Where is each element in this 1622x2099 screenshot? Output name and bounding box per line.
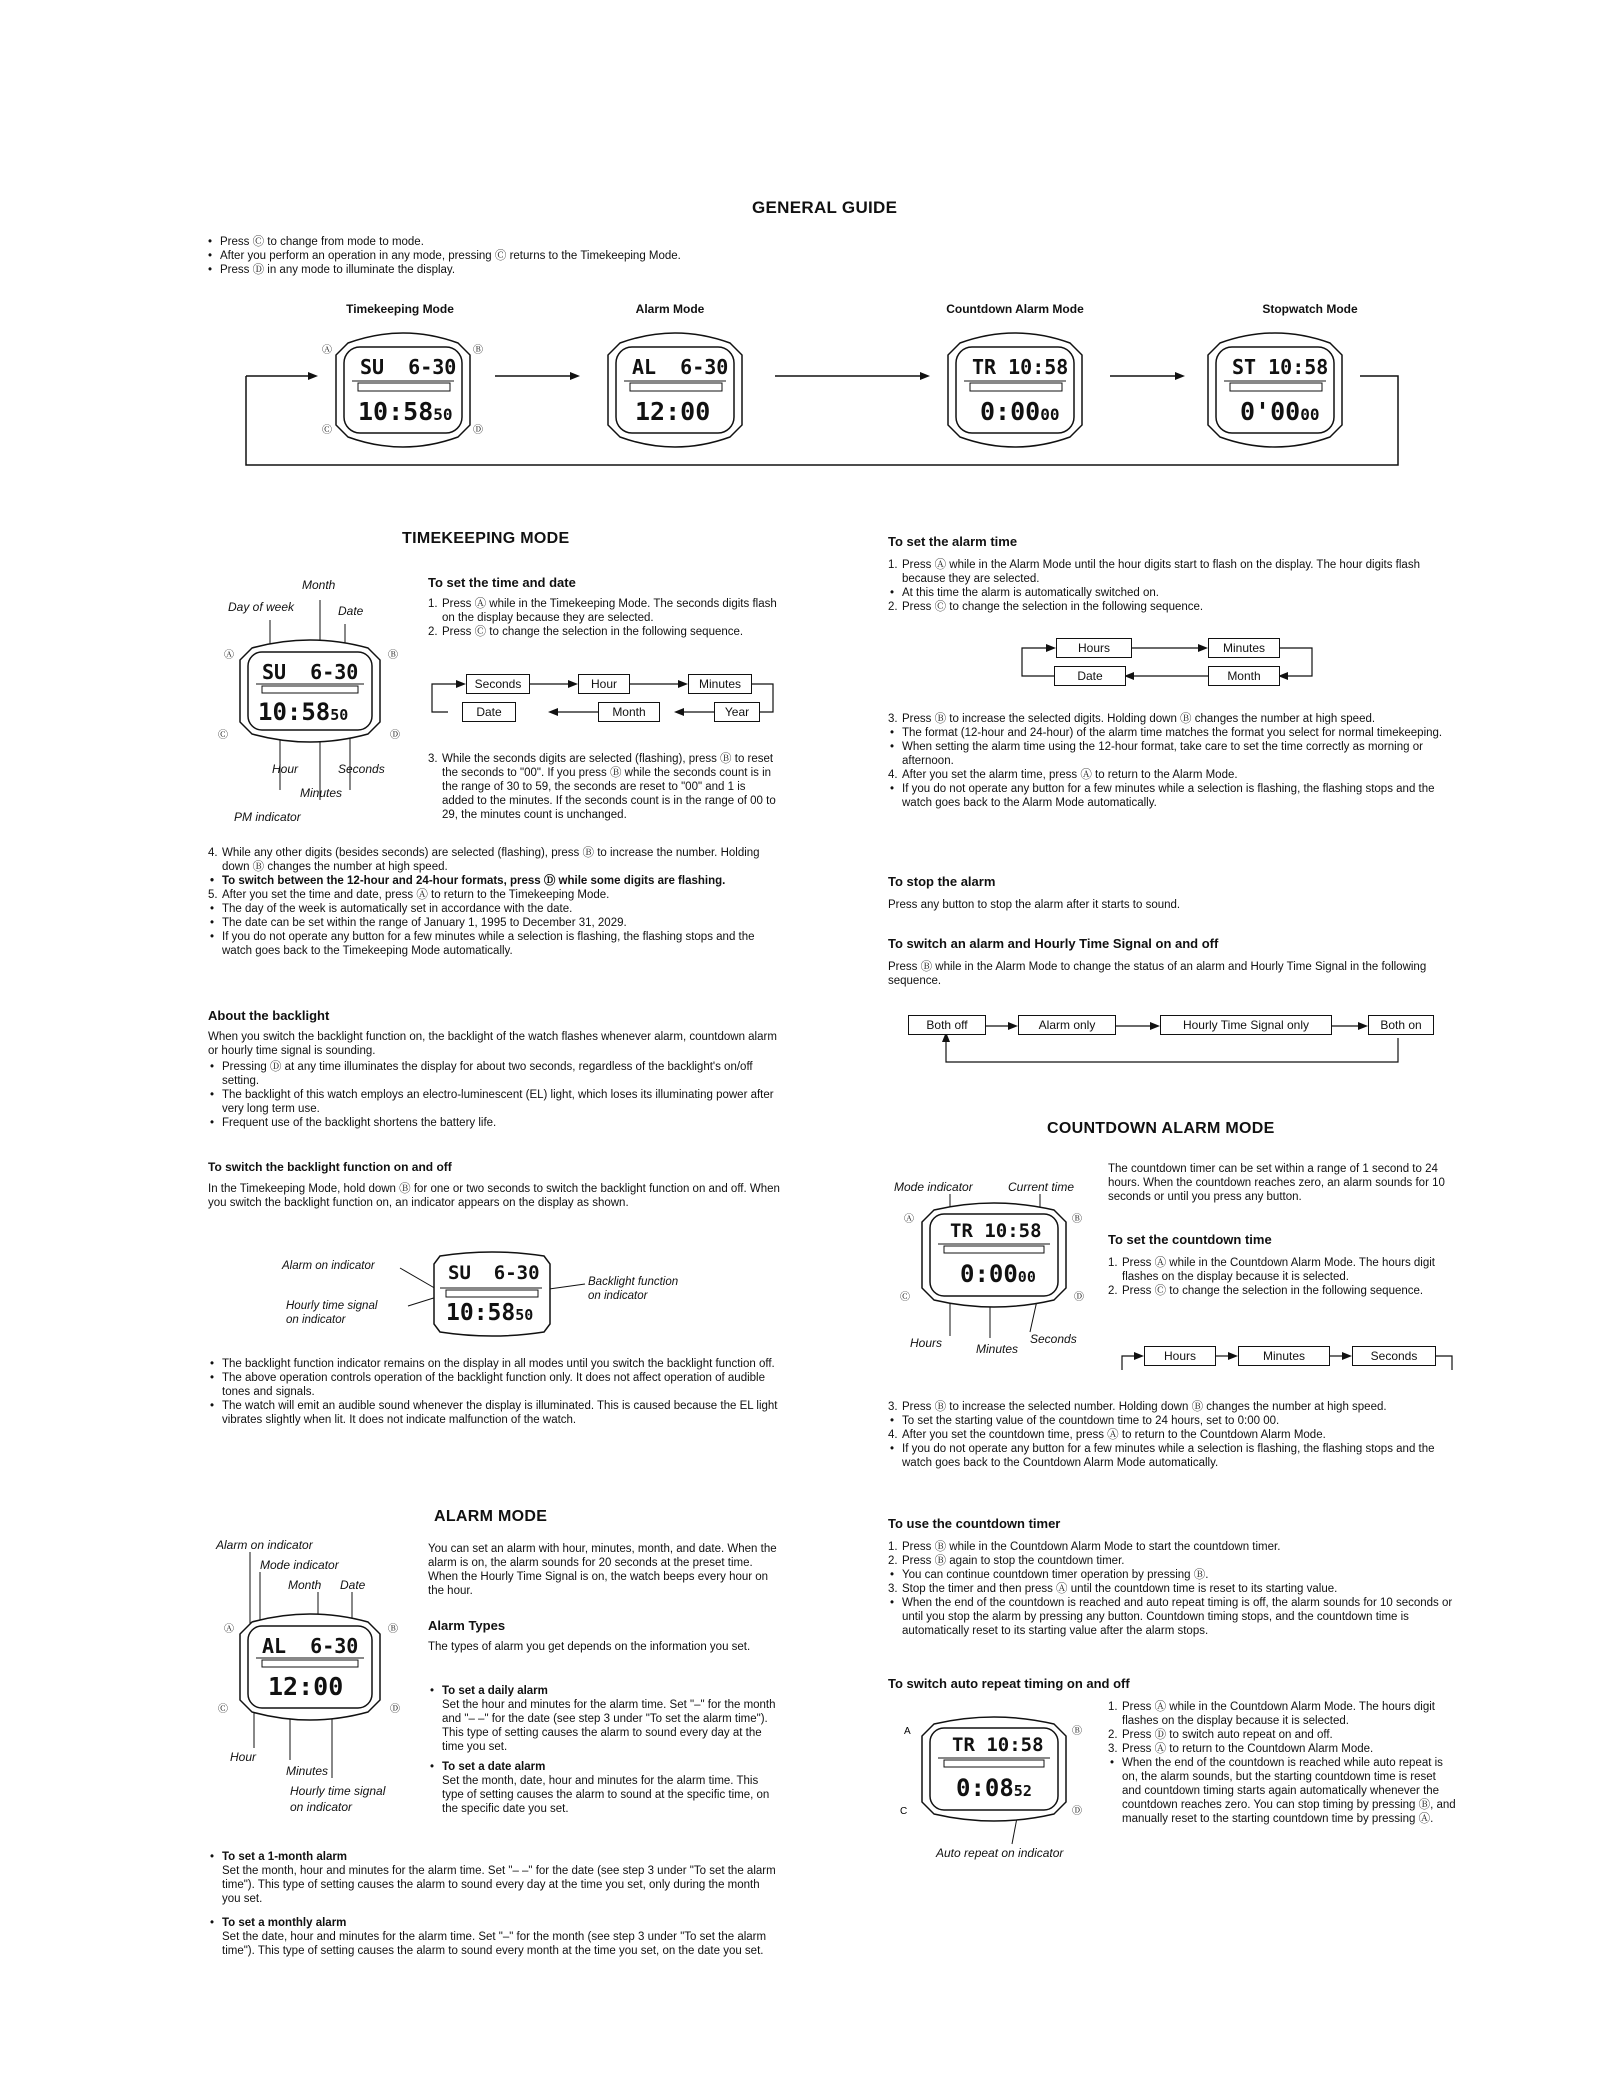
step: 3. Stop the timer and then press Ⓐ until the countdown time is reset to its starting value. [888, 1583, 1338, 1595]
label-date: Date [338, 604, 364, 618]
alarm-diagram [210, 1538, 420, 1818]
label-hours: Hours [910, 1336, 943, 1350]
label-minutes: Minutes [300, 786, 343, 800]
lcd-bottom: 0'0000 [1240, 397, 1320, 426]
lcd-bottom: 10:5850 [258, 698, 349, 726]
bold-bullet: • To switch between the 12-hour and 24-hour formats, press Ⓓ while some digits are flashing. [208, 874, 780, 888]
label-bl-on: Backlight function [588, 1276, 679, 1288]
general-bullet: • Press Ⓓ in any mode to illuminate the display. [206, 263, 1106, 277]
flow-year: Year [714, 702, 760, 722]
svg-text:Ⓐ: Ⓐ [224, 650, 234, 661]
label-seconds: Seconds [1030, 1332, 1077, 1346]
svg-text:Ⓑ: Ⓑ [1072, 1726, 1082, 1737]
label-hourly-2: on indicator [286, 1314, 346, 1326]
auto-repeat-title: To switch auto repeat timing on and off [888, 1676, 1130, 1691]
label-hourly: Hourly time signal [290, 1784, 386, 1798]
watch-timekeeping [318, 325, 488, 455]
svg-text:C: C [900, 1806, 908, 1817]
label-mode-indicator: Mode indicator [260, 1558, 339, 1572]
flow-hourly-only: Hourly Time Signal only [1160, 1015, 1332, 1035]
countdown-intro: The countdown timer can be set within a range of 1 second to 24 hours. When the countdown reaches zero, an alarm sounds for 10 seconds or until you press any button. [1108, 1163, 1445, 1203]
bullet: • The watch will emit an audible sound whenever the display is illuminated. This is caused because the EL light vibrates slightly when lit. It does not indicate malfunction of the watch. [208, 1399, 780, 1427]
step: 1. Press Ⓐ while in the Countdown Alarm Mode. The hours digit flashes on the display because it is selected. [1108, 1257, 1435, 1283]
flow-hours: Hours [1056, 638, 1132, 658]
lcd-top: SU 6-30 [262, 660, 359, 684]
step: 2. Press Ⓒ to change the selection in the following sequence. [428, 626, 744, 638]
bullet: • The backlight of this watch employs an electro-luminescent (EL) light, which loses its illuminating power after very long term use. [208, 1088, 780, 1116]
bullet: • When the end of the countdown is reached and auto repeat timing is off, the alarm sounds for 10 seconds or until you stop the alarm by pressing any button. Countdown timing stops, and the countdown time is automatically reset to its starting value after the alarm stops. [888, 1596, 1460, 1638]
flow-minutes: Minutes [1208, 638, 1280, 658]
backlight-title: About the backlight [208, 1008, 330, 1023]
flow-minutes: Minutes [688, 674, 752, 694]
flow-minutes: Minutes [1238, 1346, 1330, 1366]
mode-label-countdown: Countdown Alarm Mode [946, 302, 1084, 316]
svg-text:Ⓓ: Ⓓ [390, 1704, 400, 1715]
label-bl-on-2: on indicator [588, 1290, 648, 1302]
set-time-title: To set the time and date [428, 575, 576, 590]
lcd-bottom: 10:5850 [358, 397, 453, 426]
switch-alarm-title: To switch an alarm and Hourly Time Signal on and off [888, 936, 1219, 951]
monthly-alarm: • To set a monthly alarm Set the date, hour and minutes for the alarm time. Set "–" for the month (see step 3 under "To set the alarm time"). This type of setting causes the alarm to sound every month at the time you set, on the date you set. [208, 1916, 780, 1958]
bullet: • To set the starting value of the countdown time to 24 hours, set to 0:00 00. [888, 1414, 1460, 1428]
svg-text:Ⓐ: Ⓐ [224, 1624, 234, 1635]
lcd-top: TR 10:58 [972, 355, 1069, 379]
label-day-of-week: Day of week [228, 600, 295, 614]
step: 3. Press Ⓐ to return to the Countdown Alarm Mode. [1108, 1743, 1374, 1755]
bullet: • If you do not operate any button for a few minutes while a selection is flashing, the flashing stops and the watch goes back to the Alarm Mode automatically. [888, 782, 1460, 810]
time-flow [428, 672, 778, 732]
general-bullet: • Press Ⓒ to change from mode to mode. [206, 235, 1106, 249]
alarm-set-flow [1018, 636, 1318, 696]
svg-text:Ⓐ: Ⓐ [904, 1214, 914, 1225]
backlight-notes [208, 1357, 780, 1427]
step: 3. Press Ⓑ to increase the selected digits. Holding down Ⓑ changes the number at high speed. [888, 713, 1376, 725]
bullet: • If you do not operate any button for a few minutes while a selection is flashing, the flashing stops and the watch goes back to the Countdown Alarm Mode automatically. [888, 1442, 1460, 1470]
label-hourly-2: on indicator [290, 1800, 353, 1814]
alarm-intro: You can set an alarm with hour, minutes, month, and date. When the alarm is on, the alarm sounds for 20 seconds at the preset time. When the Hourly Time Signal is on, the watch beeps every hour on the hour. [428, 1543, 777, 1597]
set-alarm-steps [888, 558, 1460, 614]
lcd-top: AL 6-30 [262, 1634, 359, 1658]
general-guide-title: GENERAL GUIDE [752, 198, 898, 217]
one-month-alarm: • To set a 1-month alarm Set the month, hour and minutes for the alarm time. Set "– –" for the date (see step 3 under "To set the alarm time"). This type of setting causes the alarm to sound every day at the time you set, only during the month you set. [208, 1850, 780, 1906]
label-minutes: Minutes [286, 1764, 329, 1778]
svg-text:Ⓑ: Ⓑ [388, 650, 398, 661]
step: 1. Press Ⓑ while in the Countdown Alarm Mode to start the countdown timer. [888, 1541, 1281, 1553]
flow-alarm-only: Alarm only [1018, 1015, 1116, 1035]
watch-case [318, 325, 488, 455]
lcd-bottom: 0:0000 [960, 1260, 1036, 1288]
flow-hour: Hour [578, 674, 630, 694]
label-date: Date [340, 1578, 366, 1592]
set-time-steps [428, 597, 778, 639]
bullet: • When the end of the countdown is reached while auto repeat is on, the alarm sounds, but the starting countdown time is reset and countdown timing starts again automatically whenever the countdown reaches zero. You can stop timing by pressing Ⓑ, and manually reset to the starting countdown time by pressing Ⓐ. [1108, 1756, 1458, 1826]
label-alarm-on: Alarm on indicator [282, 1260, 375, 1272]
svg-text:Ⓓ: Ⓓ [1074, 1292, 1084, 1303]
step: 5. After you set the time and date, press Ⓐ to return to the Timekeeping Mode. [208, 889, 610, 901]
mode-label-timekeeping: Timekeeping Mode [346, 302, 454, 316]
svg-text:Ⓓ: Ⓓ [390, 730, 400, 741]
svg-text:Ⓐ: Ⓐ [322, 345, 332, 356]
svg-text:Ⓑ: Ⓑ [1072, 1214, 1082, 1225]
label-hourly: Hourly time signal [286, 1300, 378, 1312]
backlight-bullets [208, 1060, 780, 1130]
alarm-types-list [428, 1684, 780, 1816]
lcd-top: SU 6-30 [360, 355, 457, 379]
use-countdown-title: To use the countdown timer [888, 1516, 1061, 1531]
alarm-types-list-2 [208, 1850, 780, 1958]
stop-alarm-text: Press any button to stop the alarm after it starts to sound. [888, 899, 1181, 911]
watch-alarm [590, 325, 760, 455]
svg-text:Ⓑ: Ⓑ [388, 1624, 398, 1635]
mode-label-alarm: Alarm Mode [635, 302, 705, 316]
lcd-top: TR 10:58 [950, 1220, 1042, 1242]
step: 2. Press Ⓓ to switch auto repeat on and off. [1108, 1729, 1333, 1741]
lcd-bottom: 0:0852 [956, 1774, 1032, 1802]
step: 3. While the seconds digits are selected (flashing), press Ⓑ to reset the seconds to "00". If you press Ⓑ while the seconds count is in the range of 30 to 59, the seconds are reset to "00" and 1 is added to the minutes. If the seconds count is in the range of 00 to 29, the minutes count is unchanged. [428, 753, 776, 821]
general-bullet: • After you perform an operation in any mode, pressing Ⓒ returns to the Timekeeping Mode. [206, 249, 1106, 263]
label-seconds: Seconds [338, 762, 385, 776]
flow-hours: Hours [1144, 1346, 1216, 1366]
bullet: • If you do not operate any button for a few minutes while a selection is flashing, the flashing stops and the watch goes back to the Timekeeping Mode automatically. [208, 930, 780, 958]
step: 2. Press Ⓒ to change the selection in the following sequence. [888, 601, 1204, 613]
step: 4. After you set the alarm time, press Ⓐ to return to the Alarm Mode. [888, 769, 1238, 781]
auto-repeat-diagram [900, 1702, 1100, 1872]
lcd-top: ST 10:58 [1232, 355, 1329, 379]
alarm-types-text: The types of alarm you get depends on the information you set. [428, 1641, 751, 1653]
countdown-diagram [890, 1176, 1100, 1356]
switch-alarm-text: Press Ⓑ while in the Alarm Mode to change the status of an alarm and Hourly Time Signal in the following sequence. [888, 961, 1427, 987]
step: 2. Press Ⓒ to change the selection in the following sequence. [1108, 1285, 1424, 1297]
watch-stopwatch [1190, 325, 1360, 455]
set-alarm-steps-2 [888, 712, 1460, 810]
date-alarm: • To set a date alarm Set the month, date, hour and minutes for the alarm time. This type of setting causes the alarm to sound at the specific time, on the specific date you set. [428, 1760, 780, 1816]
timekeeping-continued [208, 846, 780, 958]
svg-text:Ⓒ: Ⓒ [900, 1292, 910, 1303]
bullet: • At this time the alarm is automatically switched on. [888, 586, 1460, 600]
label-hour: Hour [272, 762, 299, 776]
alarm-title: ALARM MODE [434, 1508, 548, 1525]
set-countdown-title: To set the countdown time [1108, 1232, 1272, 1247]
switch-backlight-title: To switch the backlight function on and off [208, 1160, 452, 1174]
bullet: • The backlight function indicator remains on the display in all modes until you switch the backlight function off. [208, 1357, 780, 1371]
backlight-text: When you switch the backlight function on, the backlight of the watch flashes whenever alarm, countdown alarm or hourly time signal is sounding. [208, 1031, 777, 1057]
auto-repeat-steps [1108, 1700, 1458, 1826]
lcd-top: AL 6-30 [632, 355, 729, 379]
svg-text:Ⓑ: Ⓑ [473, 345, 483, 356]
bullet: • The day of the week is automatically set in accordance with the date. [208, 902, 780, 916]
flow-month: Month [1208, 666, 1280, 686]
watch-countdown [930, 325, 1100, 455]
bullet: • You can continue countdown timer operation by pressing Ⓑ. [888, 1568, 1460, 1582]
label-minutes: Minutes [976, 1342, 1019, 1356]
daily-alarm: • To set a daily alarm Set the hour and minutes for the alarm time. Set "–" for the month and "– –" for the date (see step 3 under "To set the alarm time"). This type of setting causes the alarm to sound every day at the time you set. [428, 1684, 780, 1754]
stop-alarm-title: To stop the alarm [888, 874, 996, 889]
step: 4. While any other digits (besides seconds) are selected (flashing), press Ⓑ to increase the number. Holding down Ⓑ changes the number at high speed. [208, 847, 760, 873]
label-month: Month [302, 578, 336, 592]
step: 1. Press Ⓐ while in the Timekeeping Mode. The seconds digits flash on the display because they are selected. [428, 598, 777, 624]
label-pm-indicator: PM indicator [234, 810, 301, 824]
svg-text:Ⓓ: Ⓓ [1072, 1806, 1082, 1817]
label-alarm-on: Alarm on indicator [216, 1538, 313, 1552]
bullet: • Pressing Ⓓ at any time illuminates the display for about two seconds, regardless of the backlight's on/off setting. [208, 1060, 780, 1088]
label-month: Month [288, 1578, 322, 1592]
flow-both-off: Both off [908, 1015, 986, 1035]
lcd-bottom: 12:00 [268, 1672, 344, 1701]
lcd-bottom: 12:00 [635, 397, 711, 426]
use-countdown-steps [888, 1540, 1460, 1638]
backlight-diagram [280, 1248, 730, 1338]
step: 4. After you set the countdown time, press Ⓐ to return to the Countdown Alarm Mode. [888, 1429, 1326, 1441]
set-countdown-steps [1108, 1256, 1458, 1298]
flow-date: Date [462, 702, 516, 722]
svg-text:Ⓓ: Ⓓ [473, 425, 483, 436]
countdown-title: COUNTDOWN ALARM MODE [1047, 1120, 1275, 1137]
flow-both-on: Both on [1368, 1015, 1434, 1035]
svg-text:Ⓒ: Ⓒ [218, 730, 228, 741]
svg-text:Ⓒ: Ⓒ [218, 1704, 228, 1715]
switch-backlight-text: In the Timekeeping Mode, hold down Ⓑ for one or two seconds to switch the backlight function on and off. When you switch the backlight function on, an indicator appears on the display as shown. [208, 1183, 780, 1209]
bullet: • The date can be set within the range of January 1, 1995 to December 31, 2029. [208, 916, 780, 930]
label-auto-repeat: Auto repeat on indicator [936, 1846, 1064, 1860]
flow-seconds: Seconds [466, 674, 530, 694]
flow-date: Date [1054, 666, 1126, 686]
alarm-types-title: Alarm Types [428, 1618, 506, 1633]
flow-seconds: Seconds [1352, 1346, 1436, 1366]
timekeeping-title: TIMEKEEPING MODE [402, 530, 570, 547]
step: 3. Press Ⓑ to increase the selected number. Holding down Ⓑ changes the number at high speed. [888, 1401, 1387, 1413]
step: 1. Press Ⓐ while in the Countdown Alarm Mode. The hours digit flashes on the display because it is selected. [1108, 1701, 1435, 1727]
bullet: • The format (12-hour and 24-hour) of the alarm time matches the format you select for normal timekeeping. [888, 726, 1460, 740]
bullet: • Frequent use of the backlight shortens the battery life. [208, 1116, 780, 1130]
step: 1. Press Ⓐ while in the Alarm Mode until the hour digits start to flash on the display. The hour digits flash because they are selected. [888, 559, 1420, 585]
set-alarm-title: To set the alarm time [888, 534, 1018, 549]
lcd-top: SU 6-30 [448, 1262, 540, 1284]
lcd-top: TR 10:58 [952, 1734, 1044, 1756]
lcd-bottom: 0:0000 [980, 397, 1060, 426]
bullet: • The above operation controls operation of the backlight function only. It does not affect operation of audible tones and signals. [208, 1371, 780, 1399]
label-mode-indicator: Mode indicator [894, 1180, 973, 1194]
step: 2. Press Ⓑ again to stop the countdown timer. [888, 1555, 1125, 1567]
timekeeping-diagram [210, 570, 410, 830]
flow-month: Month [598, 702, 660, 722]
label-hour: Hour [230, 1750, 257, 1764]
countdown-flow [1118, 1344, 1458, 1384]
label-current-time: Current time [1008, 1180, 1075, 1194]
svg-text:Ⓒ: Ⓒ [322, 425, 332, 436]
countdown-steps-2 [888, 1400, 1460, 1470]
bullet: • When setting the alarm time using the 12-hour format, take care to set the time correctly as morning or afternoon. [888, 740, 1460, 768]
svg-text:A: A [904, 1726, 911, 1737]
general-bullets [206, 235, 1106, 277]
lcd-bottom: 10:5850 [446, 1300, 534, 1326]
mode-label-stopwatch: Stopwatch Mode [1262, 302, 1358, 316]
alarm-status-flow [904, 1010, 1444, 1070]
set-time-step3 [428, 752, 778, 822]
